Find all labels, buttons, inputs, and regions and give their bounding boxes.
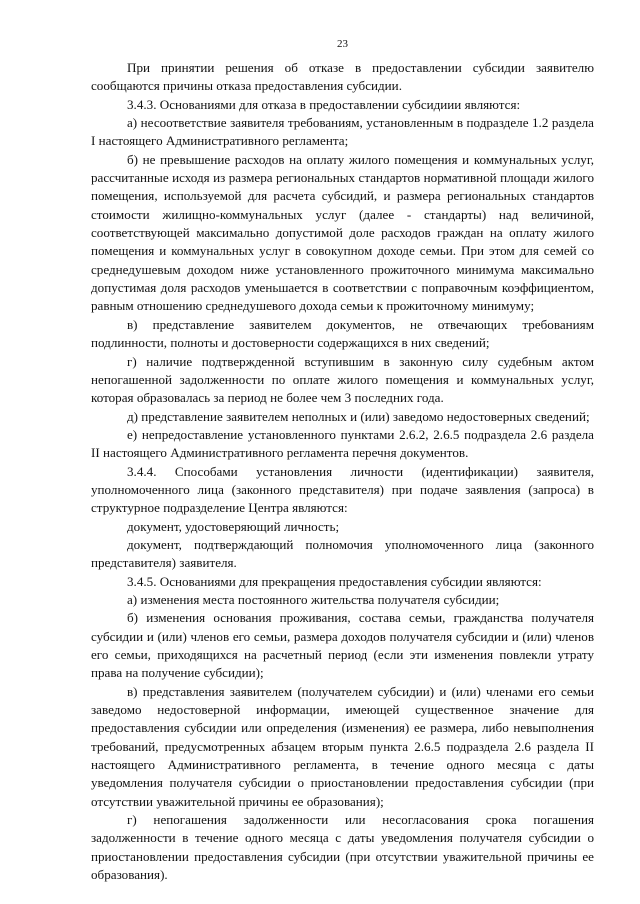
paragraph-3-4-3-v: в) представление заявителем документов, не отвечающих требованиям подлинности, полноты и достоверности содержащихся в них сведений; (91, 316, 594, 351)
paragraph-3-4-3-d: д) представление заявителем неполных и (или) заведомо недостоверных сведений; (127, 408, 590, 424)
paragraph-3-4-5-b: б) изменения основания проживания, состава семьи, гражданства получателя субсидии и (или) членов его семьи, размера доходов получателя субсидии и (или) членов его семьи, приходящихся на расчетный период (если эти изменения повлекли утрату права на получение субсидии); (91, 610, 594, 681)
page-number: 23 (337, 38, 348, 50)
paragraph-3-4-3-a: а) несоответствие заявителя требованиям, установленным в подразделе 1.2 раздела I настоящего Административного регламента; (91, 115, 594, 149)
paragraph-3-4-4-authority-document: документ, подтверждающий полномочия уполномоченного лица (законного представителя) заявителя. (91, 536, 594, 571)
paragraph-3-4-3-g: г) наличие подтвержденной вступившим в законную силу судебным актом непогашенной задолженности по оплате жилого помещения и коммунальных услуг, которая образовалась за период не более чем 3 последних года. (91, 353, 594, 406)
paragraph-3-4-4-heading: 3.4.4. Способами установления личности (идентификации) заявителя, уполномоченного лица (законного представителя) при подаче заявления (запроса) в структурное подразделение Центра являются: (91, 463, 594, 516)
paragraph-3-4-3-heading: 3.4.3. Основаниями для отказа в предоставлении субсидиии являются: (127, 96, 521, 112)
paragraph-3-4-3-b: б) не превышение расходов на оплату жилого помещения и коммунальных услуг, рассчитанные исходя из размера региональных стандартов нормативной площади жилого помещения, используемой для расчета субсидий, и размера региональных стандартов стоимости жилищно-коммунальных услуг (далее - стандарты) над величиной, соответствующей максимально допустимой доле расходов граждан на оплату жилого помещения и коммунальных услуг в совокупном доходе семьи. При этом для семей со среднедушевым доходом ниже установленного прожиточного минимума максимально допустимая доля расходов уменьшается в соответствии с поправочным коэффициентом, равным отношению среднедушевого дохода семьи к прожиточному минимуму; (91, 151, 594, 314)
paragraph-3-4-4-identity-document: документ, удостоверяющий личность; (127, 518, 340, 534)
paragraph-3-4-5-a: а) изменения места постоянного жительства получателя субсидии; (127, 591, 500, 607)
paragraph-3-4-5-g: г) непогашения задолженности или несогласования срока погашения задолженности в течение одного месяца с даты уведомления получателя субсидии о приостановлении предоставления субсидии (при отсутствии уважительной причины ее образования). (91, 812, 594, 883)
paragraph-3-4-5-heading: 3.4.5. Основаниями для прекращения предоставления субсидии являются: (127, 573, 542, 589)
paragraph-refusal-reasons-notice: При принятии решения об отказе в предоставлении субсидии заявителю сообщаются причины отказа предоставления субсидии. (91, 60, 594, 94)
paragraph-3-4-5-v: в) представления заявителем (получателем субсидии) и (или) членами его семьи заведомо недостоверной информации, имеющей существенное значение для предоставления субсидии или определения (изменения) ее размера, либо невыполнения требований, предусмотренных абзацем вторым пункта 2.6.5 подраздела 2.6 раздела II настоящего Административного регламента, в течение одного месяца с даты уведомления получателя субсидии о приостановлении предоставления субсидии (при отсутствии уважительной причины ее образования); (91, 683, 594, 809)
paragraph-3-4-3-e: е) непредоставление установленного пунктами 2.6.2, 2.6.5 подраздела 2.6 раздела II настоящего Административного регламента перечня документов. (91, 426, 594, 461)
